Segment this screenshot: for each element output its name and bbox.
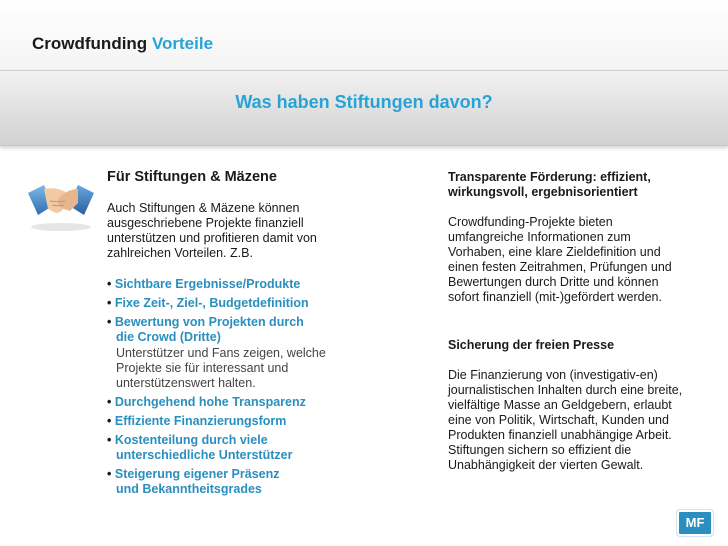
banner-headline: Was haben Stiftungen davon?	[235, 92, 493, 112]
bullet-text: Fixe Zeit-, Ziel-, Budgetdefinition	[114, 296, 309, 310]
bullet-text: Steigerung eigener Präsenz	[114, 467, 280, 481]
slide-title	[32, 34, 213, 54]
slide-header	[0, 0, 728, 70]
bullet-text: Durchgehend hohe Transparenz	[114, 395, 306, 409]
bullet-item: • Kostenteilung durch viele unterschiedliche Unterstützer	[107, 433, 342, 463]
section-body: Die Finanzierung von (investigativ-en) journalistischen Inhalten durch eine breite, vielfältige Masse an Geldgebern, erlaubt eine von Politik, Wirtschaft, Kunden und Produkten finanziell unabhängige Arbeit. Stiftungen sichern so effizient die Unabhängigkeit der vierten Gewalt.	[448, 368, 683, 472]
left-intro: Auch Stiftungen & Mäzene können ausgeschriebene Projekte finanziell unterstützen und profitieren damit von zahlreichen Vorteilen. Z.B.	[107, 201, 317, 260]
bullet-text: Kostenteilung durch viele	[114, 433, 268, 447]
bullet-continuation: unterschiedliche Unterstützer	[116, 448, 293, 462]
section-heading: Transparente Förderung: effizient, wirkungsvoll, ergebnisorientiert	[448, 170, 651, 199]
title-accent: Vorteile	[151, 34, 214, 53]
bullet-text: Sichtbare Ergebnisse/Produkte	[114, 277, 301, 291]
section-heading: Sicherung der freien Presse	[448, 338, 615, 352]
section-body: Crowdfunding-Projekte bieten umfangreiche Informationen zum Vorhaben, eine klare Zieldefinition und einen festen Zeitrahmen, Prüfungen und Bewertungen durch Dritte und können sofort finanziell (mit-)gefördert werden.	[448, 215, 672, 304]
mf-logo: MF	[677, 510, 713, 536]
bullet-item: • Sichtbare Ergebnisse/Produkte	[107, 277, 301, 291]
bullet-item: • Effiziente Finanzierungsform	[107, 414, 287, 428]
bullet-description: Unterstützer und Fans zeigen, welche Projekte sie für interessant und unterstützenswert halten.	[116, 346, 326, 390]
right-column	[448, 170, 688, 506]
bullet-item: • Durchgehend hohe Transparenz	[107, 395, 306, 409]
bullet-continuation: die Crowd (Dritte)	[116, 330, 221, 344]
headline-banner	[0, 70, 728, 146]
left-heading: Für Stiftungen & Mäzene	[107, 169, 277, 185]
bullet-item: • Fixe Zeit-, Ziel-, Budgetdefinition	[107, 296, 309, 310]
left-column	[107, 170, 342, 501]
bullet-text: Effiziente Finanzierungsform	[114, 414, 287, 428]
bullet-item: • Bewertung von Projekten durch die Crowd (Dritte) Unterstützer und Fans zeigen, welche Projekte sie für interessant und unterstützenswert halten.	[107, 315, 342, 391]
bullet-item: • Steigerung eigener Präsenz und Bekanntheitsgrades	[107, 467, 342, 497]
handshake-icon	[26, 175, 96, 235]
bullet-continuation: und Bekanntheitsgrades	[116, 482, 262, 496]
title-main: Crowdfunding	[32, 34, 148, 53]
bullet-text: Bewertung von Projekten durch	[114, 315, 304, 329]
